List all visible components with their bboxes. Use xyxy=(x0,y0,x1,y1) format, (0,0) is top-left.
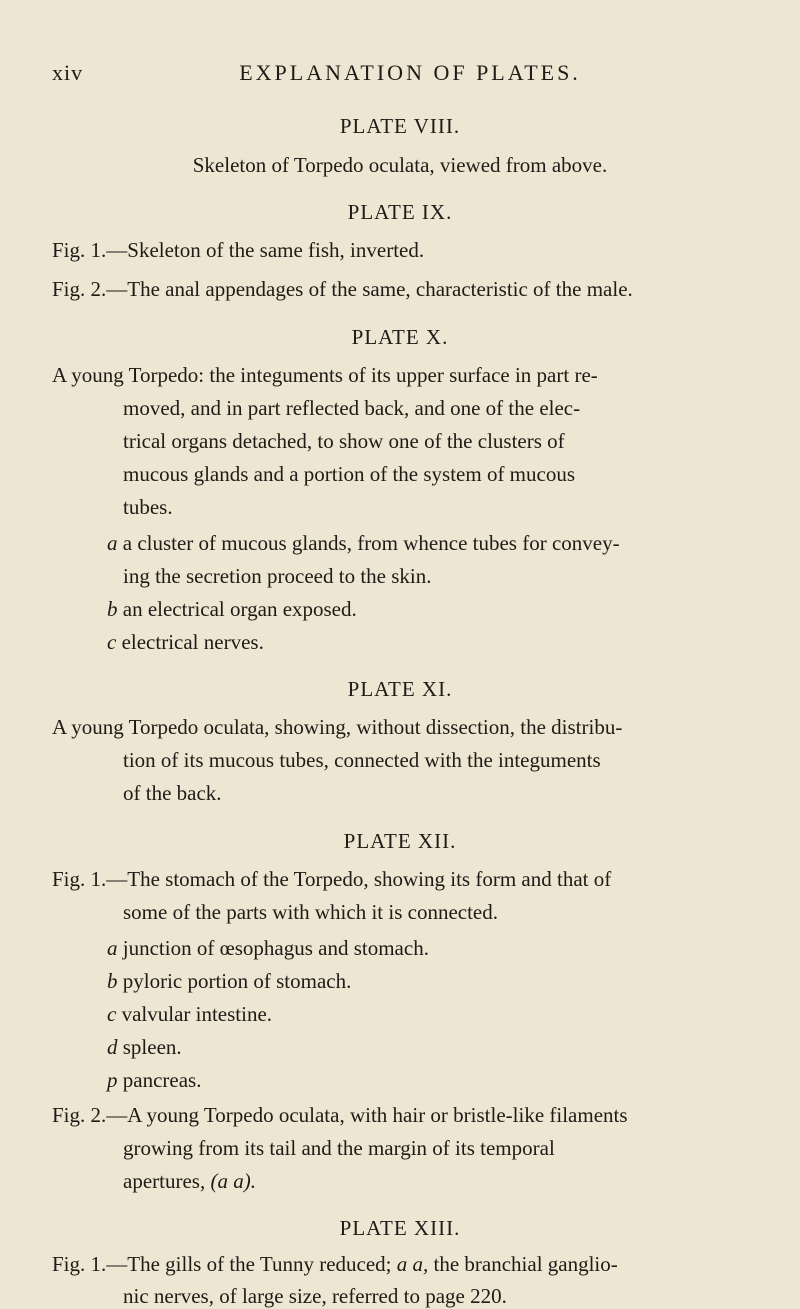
plate-xii-title: PLATE XII. xyxy=(343,829,457,853)
plate-viii-caption: Skeleton of Torpedo oculata, viewed from above. xyxy=(192,153,608,177)
plate-xi-title: PLATE XI. xyxy=(347,677,453,701)
plate-x-title: PLATE X. xyxy=(351,325,449,349)
fig1-text: the branchial ganglio- xyxy=(433,1252,618,1276)
plate-xii-fig1-line: Fig. 1.—The stomach of the Torpedo, showing its form and that of xyxy=(52,867,612,891)
plate-x-desc-line: A young Torpedo: the integuments of its upper surface in part re- xyxy=(52,363,598,387)
fig2-text: apertures, xyxy=(123,1169,206,1193)
key-letter: a xyxy=(107,531,118,555)
key-letter: c xyxy=(107,630,117,654)
key-letter: a xyxy=(107,936,118,960)
plate-x-key-a-cont: ing the secretion proceed to the skin. xyxy=(123,564,432,588)
plate-ix-fig1: Fig. 1.—Skeleton of the same fish, inverted. xyxy=(52,238,425,262)
plate-viii-title: PLATE VIII. xyxy=(339,114,461,138)
key-text: valvular intestine. xyxy=(121,1002,273,1026)
key-text: junction of œsophagus and stomach. xyxy=(122,936,429,960)
plate-x-desc-line: tubes. xyxy=(123,495,173,519)
plate-xii-key xyxy=(107,936,429,961)
plate-x-desc-line: moved, and in part reflected back, and one of the elec- xyxy=(123,396,581,420)
page-number: xiv xyxy=(52,60,84,85)
key-text: pyloric portion of stomach. xyxy=(122,969,352,993)
fig1-reference: a a, xyxy=(396,1252,429,1276)
plate-xiii-fig1-line xyxy=(52,1252,618,1277)
plate-xii-key xyxy=(107,969,351,994)
plate-xiii-title: PLATE XIII. xyxy=(339,1216,461,1240)
plate-xii-fig2-line xyxy=(123,1169,256,1194)
plate-xii-fig2-line: Fig. 2.—A young Torpedo oculata, with hair or bristle-like filaments xyxy=(52,1103,628,1127)
key-letter: b xyxy=(107,597,118,621)
key-text: a cluster of mucous glands, from whence tubes for convey- xyxy=(122,531,620,555)
plate-ix-fig2: Fig. 2.—The anal appendages of the same, characteristic of the male. xyxy=(52,277,633,301)
key-text: electrical nerves. xyxy=(121,630,264,654)
plate-x-key-b xyxy=(107,597,357,622)
key-letter: p xyxy=(107,1068,118,1092)
running-title: EXPLANATION OF PLATES. xyxy=(239,60,581,85)
plate-xii-key xyxy=(107,1035,182,1060)
plate-x-key-a xyxy=(107,531,620,556)
plate-xii-key xyxy=(107,1068,201,1093)
key-text: an electrical organ exposed. xyxy=(122,597,357,621)
plate-xii-fig2-line: growing from its tail and the margin of its temporal xyxy=(123,1136,555,1160)
plate-x-desc-line: trical organs detached, to show one of the clusters of xyxy=(123,429,565,453)
fig2-reference: (a a). xyxy=(210,1169,256,1193)
plate-xii-key xyxy=(107,1002,272,1027)
key-text: spleen. xyxy=(122,1035,182,1059)
key-text: pancreas. xyxy=(122,1068,202,1092)
plate-ix-title: PLATE IX. xyxy=(347,200,453,224)
plate-x-desc-line: mucous glands and a portion of the system of mucous xyxy=(123,462,576,486)
plate-xi-desc-line: A young Torpedo oculata, showing, without dissection, the distribu- xyxy=(52,715,623,739)
plate-x-key-c xyxy=(107,630,264,655)
key-letter: c xyxy=(107,1002,117,1026)
plate-xi-desc-line: of the back. xyxy=(123,781,222,805)
key-letter: b xyxy=(107,969,118,993)
plate-xii-fig1-line: some of the parts with which it is connected. xyxy=(123,900,498,924)
key-letter: d xyxy=(107,1035,118,1059)
plate-xiii-fig1-cont: nic nerves, of large size, referred to page 220. xyxy=(123,1284,507,1308)
plate-xi-desc-line: tion of its mucous tubes, connected with the integuments xyxy=(123,748,601,772)
fig1-text: Fig. 1.—The gills of the Tunny reduced; xyxy=(52,1252,392,1276)
